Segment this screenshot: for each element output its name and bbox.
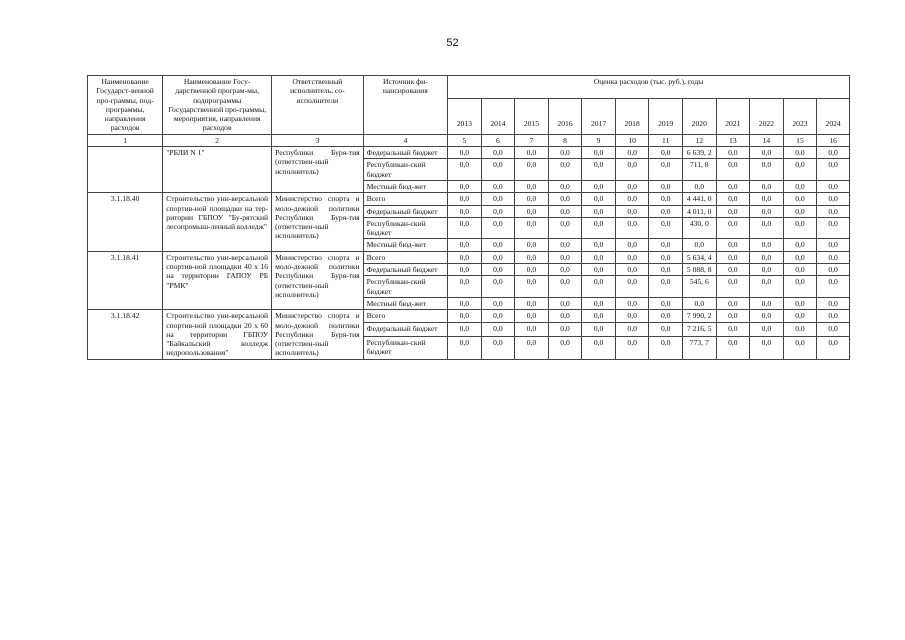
expense-value-cell: 0,0 <box>448 180 482 192</box>
expense-value-cell: 0,0 <box>515 147 549 159</box>
expense-value-cell: 0,0 <box>783 297 817 309</box>
expense-value-cell: 0,0 <box>582 193 616 205</box>
expense-value-cell: 0,0 <box>649 276 683 298</box>
expense-value-cell: 0,0 <box>548 323 582 336</box>
expense-value-cell: 0,0 <box>750 239 784 251</box>
expense-value-cell: 0,0 <box>615 217 649 239</box>
expense-value-cell: 0,0 <box>817 205 850 217</box>
column-number-cell: 13 <box>716 134 750 146</box>
expense-value-cell: 0,0 <box>716 276 750 298</box>
column-number-cell: 16 <box>817 134 850 146</box>
year-header-cell: 2021 <box>716 99 750 135</box>
expense-value-cell: 0,0 <box>582 159 616 181</box>
expense-value-cell: 0,0 <box>783 336 817 359</box>
expense-value-cell: 0,0 <box>649 205 683 217</box>
expense-value-cell: 0,0 <box>682 180 716 192</box>
event-name-cell: Строительство уни-версальной спортив-ной площадки на тер-ритории ГБПОУ "Бу-рятский лесопромыш-ленный колледж" <box>163 193 272 251</box>
expense-value-cell: 0,0 <box>515 239 549 251</box>
expense-value-cell: 0,0 <box>448 147 482 159</box>
column-number-cell: 10 <box>615 134 649 146</box>
column-number-cell: 12 <box>682 134 716 146</box>
expense-value-cell: 0,0 <box>817 193 850 205</box>
expense-value-cell: 0,0 <box>750 147 784 159</box>
funding-source-cell: Местный бюд-жет <box>363 180 447 192</box>
expense-value-cell: 0,0 <box>649 251 683 263</box>
expense-value-cell: 0,0 <box>817 147 850 159</box>
expense-value-cell: 0,0 <box>548 239 582 251</box>
expense-value-cell: 0,0 <box>649 323 683 336</box>
expense-value-cell: 0,0 <box>448 264 482 276</box>
event-code-cell: 3.1.18.42 <box>88 310 163 359</box>
event-name-cell: "РБЛИ N 1" <box>163 147 272 193</box>
expense-value-cell: 0,0 <box>481 205 515 217</box>
expense-value-cell: 0,0 <box>783 205 817 217</box>
expense-value-cell: 430, 0 <box>682 217 716 239</box>
expense-value-cell: 0,0 <box>649 264 683 276</box>
expense-value-cell: 773, 7 <box>682 336 716 359</box>
expense-value-cell: 0,0 <box>615 297 649 309</box>
expense-value-cell: 0,0 <box>817 310 850 323</box>
expense-value-cell: 0,0 <box>448 193 482 205</box>
budget-table <box>87 75 850 360</box>
expense-value-cell: 0,0 <box>515 180 549 192</box>
expense-value-cell: 0,0 <box>783 310 817 323</box>
expense-value-cell: 0,0 <box>448 276 482 298</box>
executor-cell: Республики Буря-тия (ответствен-ный исполнитель) <box>272 147 364 193</box>
event-code-cell <box>88 147 163 193</box>
expense-value-cell: 0,0 <box>750 180 784 192</box>
expense-value-cell: 0,0 <box>448 336 482 359</box>
expense-value-cell: 6 639, 2 <box>682 147 716 159</box>
funding-source-cell: Всего <box>363 193 447 205</box>
expense-value-cell: 0,0 <box>448 217 482 239</box>
column-number-cell: 14 <box>750 134 784 146</box>
expense-value-cell: 0,0 <box>750 297 784 309</box>
expense-value-cell: 5 634, 4 <box>682 251 716 263</box>
expense-value-cell: 0,0 <box>783 276 817 298</box>
expense-value-cell: 0,0 <box>448 239 482 251</box>
expense-value-cell: 0,0 <box>817 251 850 263</box>
expense-value-cell: 0,0 <box>615 336 649 359</box>
expense-value-cell: 0,0 <box>481 180 515 192</box>
expense-value-cell: 0,0 <box>515 159 549 181</box>
funding-source-cell: Республикан-ский бюджет <box>363 217 447 239</box>
expense-value-cell: 0,0 <box>716 205 750 217</box>
expense-value-cell: 5 088, 8 <box>682 264 716 276</box>
table-body <box>88 147 850 360</box>
year-header-cell: 2018 <box>615 99 649 135</box>
expense-value-cell: 0,0 <box>515 336 549 359</box>
expense-value-cell: 0,0 <box>548 217 582 239</box>
expense-value-cell: 0,0 <box>481 217 515 239</box>
expense-value-cell: 0,0 <box>481 193 515 205</box>
expense-value-cell: 0,0 <box>716 251 750 263</box>
expense-value-cell: 0,0 <box>448 205 482 217</box>
expense-value-cell: 0,0 <box>548 159 582 181</box>
expense-value-cell: 0,0 <box>750 251 784 263</box>
expense-value-cell: 0,0 <box>716 217 750 239</box>
expense-value-cell: 0,0 <box>481 147 515 159</box>
expense-value-cell: 0,0 <box>615 239 649 251</box>
year-header-cell: 2014 <box>481 99 515 135</box>
expense-value-cell: 0,0 <box>716 180 750 192</box>
table-row <box>88 147 850 159</box>
column-numbers-row <box>88 134 850 146</box>
expense-value-cell: 0,0 <box>515 205 549 217</box>
column-number-cell: 11 <box>649 134 683 146</box>
column-number-cell: 15 <box>783 134 817 146</box>
year-header-cell: 2024 <box>817 99 850 135</box>
expense-value-cell: 0,0 <box>615 147 649 159</box>
funding-source-cell: Федеральный бюджет <box>363 264 447 276</box>
expense-value-cell: 545, 6 <box>682 276 716 298</box>
expense-value-cell: 0,0 <box>750 276 784 298</box>
funding-source-cell: Местный бюд-жет <box>363 239 447 251</box>
expense-value-cell: 0,0 <box>817 159 850 181</box>
expense-value-cell: 0,0 <box>481 276 515 298</box>
expense-value-cell: 0,0 <box>649 310 683 323</box>
expense-value-cell: 0,0 <box>515 276 549 298</box>
expense-value-cell: 0,0 <box>649 217 683 239</box>
expense-value-cell: 0,0 <box>649 147 683 159</box>
expense-value-cell: 0,0 <box>548 251 582 263</box>
table-row <box>88 251 850 263</box>
expense-value-cell: 0,0 <box>481 264 515 276</box>
expense-value-cell: 0,0 <box>582 310 616 323</box>
header-expenses-group: Оценка расходов (тыс. руб.), годы <box>448 76 850 99</box>
header-program: Наименование Государст-венной про-граммы, под-программы, направления расходов <box>88 76 163 135</box>
year-header-cell: 2019 <box>649 99 683 135</box>
expense-value-cell: 0,0 <box>582 276 616 298</box>
expense-value-cell: 0,0 <box>750 323 784 336</box>
executor-cell: Министерство спорта и моло-дежной политики Республики Буря-тия (ответствен-ный исполнитель) <box>272 310 364 359</box>
expense-value-cell: 0,0 <box>649 336 683 359</box>
column-number-cell: 6 <box>481 134 515 146</box>
expense-value-cell: 0,0 <box>548 147 582 159</box>
year-header-cell: 2015 <box>515 99 549 135</box>
expense-value-cell: 0,0 <box>515 323 549 336</box>
column-number-cell: 1 <box>88 134 163 146</box>
expense-value-cell: 0,0 <box>448 251 482 263</box>
expense-value-cell: 0,0 <box>750 205 784 217</box>
header-executor: Ответственный исполнитель, со-исполнители <box>272 76 364 135</box>
funding-source-cell: Республикан-ский бюджет <box>363 336 447 359</box>
expense-value-cell: 0,0 <box>582 147 616 159</box>
expense-value-cell: 0,0 <box>515 297 549 309</box>
expense-value-cell: 0,0 <box>716 323 750 336</box>
column-number-cell: 7 <box>515 134 549 146</box>
expense-value-cell: 0,0 <box>481 297 515 309</box>
expense-value-cell: 4 441, 0 <box>682 193 716 205</box>
expense-value-cell: 0,0 <box>783 264 817 276</box>
expense-value-cell: 0,0 <box>783 180 817 192</box>
expense-value-cell: 0,0 <box>582 264 616 276</box>
event-name-cell: Строительство уни-версальной спортив-ной площадки 20 x 60 на территории ГБПОУ "Байкальский колледж недропользования" <box>163 310 272 359</box>
expense-value-cell: 0,0 <box>783 239 817 251</box>
expense-value-cell: 0,0 <box>682 239 716 251</box>
expense-value-cell: 0,0 <box>783 147 817 159</box>
expense-value-cell: 0,0 <box>716 310 750 323</box>
table-row <box>88 310 850 323</box>
expense-value-cell: 0,0 <box>481 323 515 336</box>
expense-value-cell: 0,0 <box>817 336 850 359</box>
expense-value-cell: 0,0 <box>817 323 850 336</box>
expense-value-cell: 0,0 <box>515 251 549 263</box>
expense-value-cell: 0,0 <box>649 297 683 309</box>
expense-value-cell: 0,0 <box>548 310 582 323</box>
expense-value-cell: 0,0 <box>682 297 716 309</box>
expense-value-cell: 711, 8 <box>682 159 716 181</box>
expense-value-cell: 0,0 <box>716 336 750 359</box>
column-number-cell: 5 <box>448 134 482 146</box>
expense-value-cell: 0,0 <box>750 336 784 359</box>
expense-value-cell: 0,0 <box>649 180 683 192</box>
expense-value-cell: 0,0 <box>817 239 850 251</box>
event-code-cell: 3.1.18.40 <box>88 193 163 251</box>
expense-value-cell: 0,0 <box>481 251 515 263</box>
expense-value-cell: 0,0 <box>615 310 649 323</box>
expense-value-cell: 0,0 <box>582 180 616 192</box>
expense-value-cell: 0,0 <box>548 276 582 298</box>
expense-value-cell: 0,0 <box>582 297 616 309</box>
expense-value-cell: 0,0 <box>649 159 683 181</box>
expense-value-cell: 0,0 <box>582 239 616 251</box>
page-number: 52 <box>446 37 459 49</box>
year-header-cell: 2020 <box>682 99 716 135</box>
year-header-cell: 2023 <box>783 99 817 135</box>
executor-cell: Министерство спорта и моло-дежной политики Республики Буря-тия (ответствен-ный исполнитель) <box>272 193 364 251</box>
expense-value-cell: 0,0 <box>716 159 750 181</box>
expense-value-cell: 0,0 <box>716 147 750 159</box>
executor-cell: Министерство спорта и моло-дежной политики Республики Буря-тия (ответствен-ный исполнитель) <box>272 251 364 309</box>
header-funding-source: Источник фи-нансирования <box>363 76 447 135</box>
expense-value-cell: 0,0 <box>548 336 582 359</box>
expense-value-cell: 0,0 <box>716 264 750 276</box>
year-header-cell: 2016 <box>548 99 582 135</box>
expense-value-cell: 0,0 <box>750 193 784 205</box>
expense-value-cell: 0,0 <box>582 205 616 217</box>
expense-value-cell: 0,0 <box>548 264 582 276</box>
header-row <box>88 76 850 99</box>
table-row <box>88 193 850 205</box>
expense-value-cell: 0,0 <box>448 310 482 323</box>
expense-value-cell: 0,0 <box>582 251 616 263</box>
event-code-cell: 3.1.18.41 <box>88 251 163 309</box>
expense-value-cell: 0,0 <box>750 264 784 276</box>
expense-value-cell: 0,0 <box>649 193 683 205</box>
expense-value-cell: 0,0 <box>716 297 750 309</box>
expense-value-cell: 0,0 <box>615 251 649 263</box>
expense-value-cell: 0,0 <box>716 193 750 205</box>
expense-value-cell: 0,0 <box>783 159 817 181</box>
expense-value-cell: 0,0 <box>548 205 582 217</box>
expense-value-cell: 0,0 <box>783 323 817 336</box>
header-event-name: Наименование Госу-дарственной програм-мы, подпрограммы Государственной про-граммы, мероприятия, направления расходов <box>163 76 272 135</box>
expense-value-cell: 0,0 <box>548 180 582 192</box>
funding-source-cell: Местный бюд-жет <box>363 297 447 309</box>
year-header-cell: 2013 <box>448 99 482 135</box>
expense-value-cell: 0,0 <box>515 217 549 239</box>
funding-source-cell: Всего <box>363 310 447 323</box>
expense-value-cell: 4 011, 0 <box>682 205 716 217</box>
expense-value-cell: 7 990, 2 <box>682 310 716 323</box>
event-name-cell: Строительство уни-версальной спортив-ной площадки 40 x 16 на территории ГАПОУ РБ "РМК" <box>163 251 272 309</box>
expense-value-cell: 0,0 <box>615 276 649 298</box>
expense-value-cell: 0,0 <box>481 159 515 181</box>
funding-source-cell: Республикан-ский бюджет <box>363 276 447 298</box>
year-header-cell: 2022 <box>750 99 784 135</box>
expense-value-cell: 7 216, 5 <box>682 323 716 336</box>
expense-value-cell: 0,0 <box>817 180 850 192</box>
expense-value-cell: 0,0 <box>481 310 515 323</box>
column-number-cell: 9 <box>582 134 616 146</box>
column-number-cell: 3 <box>272 134 364 146</box>
expense-value-cell: 0,0 <box>615 205 649 217</box>
expense-value-cell: 0,0 <box>615 180 649 192</box>
funding-source-cell: Всего <box>363 251 447 263</box>
funding-source-cell: Федеральный бюджет <box>363 323 447 336</box>
expense-value-cell: 0,0 <box>481 239 515 251</box>
expense-value-cell: 0,0 <box>548 297 582 309</box>
expense-value-cell: 0,0 <box>481 336 515 359</box>
funding-source-cell: Федеральный бюджет <box>363 205 447 217</box>
column-number-cell: 4 <box>363 134 447 146</box>
expense-value-cell: 0,0 <box>716 239 750 251</box>
expense-value-cell: 0,0 <box>448 323 482 336</box>
expense-value-cell: 0,0 <box>750 310 784 323</box>
expense-value-cell: 0,0 <box>448 159 482 181</box>
expense-value-cell: 0,0 <box>750 159 784 181</box>
funding-source-cell: Республикан-ский бюджет <box>363 159 447 181</box>
expense-value-cell: 0,0 <box>582 323 616 336</box>
expense-value-cell: 0,0 <box>515 193 549 205</box>
expense-value-cell: 0,0 <box>548 193 582 205</box>
expense-value-cell: 0,0 <box>515 264 549 276</box>
expense-value-cell: 0,0 <box>817 264 850 276</box>
funding-source-cell: Федеральный бюджет <box>363 147 447 159</box>
expense-value-cell: 0,0 <box>649 239 683 251</box>
expense-value-cell: 0,0 <box>448 297 482 309</box>
expense-value-cell: 0,0 <box>817 217 850 239</box>
expense-value-cell: 0,0 <box>515 310 549 323</box>
column-number-cell: 2 <box>163 134 272 146</box>
expense-value-cell: 0,0 <box>783 251 817 263</box>
column-number-cell: 8 <box>548 134 582 146</box>
expense-value-cell: 0,0 <box>615 323 649 336</box>
year-header-cell: 2017 <box>582 99 616 135</box>
expense-value-cell: 0,0 <box>615 159 649 181</box>
expense-value-cell: 0,0 <box>582 336 616 359</box>
expense-value-cell: 0,0 <box>615 193 649 205</box>
expense-value-cell: 0,0 <box>582 217 616 239</box>
expense-value-cell: 0,0 <box>615 264 649 276</box>
expense-value-cell: 0,0 <box>817 276 850 298</box>
expense-value-cell: 0,0 <box>817 297 850 309</box>
expense-value-cell: 0,0 <box>783 217 817 239</box>
expense-value-cell: 0,0 <box>783 193 817 205</box>
expense-value-cell: 0,0 <box>750 217 784 239</box>
